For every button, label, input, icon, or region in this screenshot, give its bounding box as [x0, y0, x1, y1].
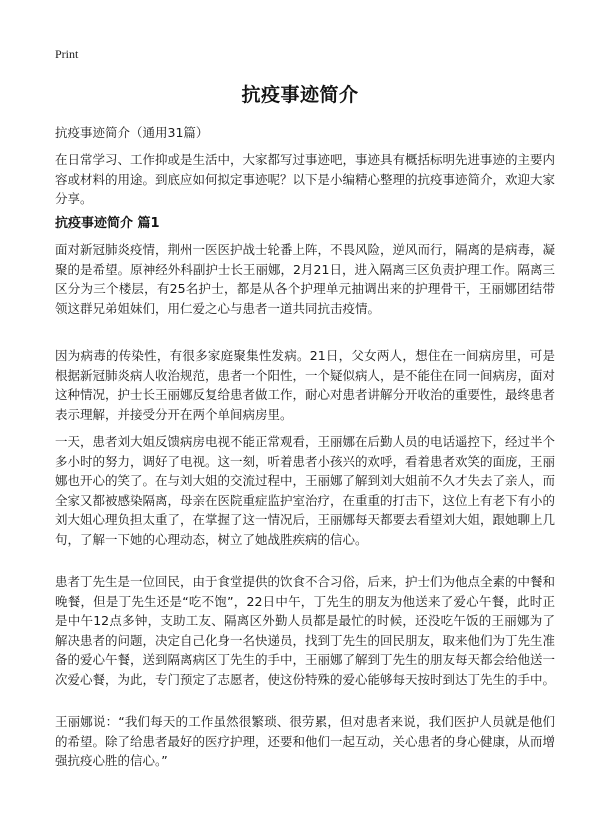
section-heading: 抗疫事迹简介 篇1: [55, 216, 160, 231]
intro-paragraph: 在日常学习、工作抑或是生活中，大家都写过事迹吧，事迹具有概括标明先进事迹的主要内容或材料的用途。到底应如何拟定事迹呢？以下是小编精心整理的抗疫事迹简介，欢迎大家分享。: [55, 152, 556, 206]
document-subtitle: 抗疫事迹简介（通用31篇）: [55, 125, 209, 140]
page-title: 抗疫事迹简介: [241, 84, 359, 106]
paragraph-5: 王丽娜说：“我们每天的工作虽然很繁琐、很劳累，但对患者来说，我们医护人员就是他们的希望。除了给患者最好的医疗护理，还要和他们一起互动，关心患者的身心健康，从而增强抗疫心胜的信心。”: [55, 714, 556, 768]
paragraph-3: 一天，患者刘大姐反馈病房电视不能正常观看，王丽娜在后勤人员的电话遥控下，经过半个多小时的努力，调好了电视。这一刻，听着患者小孩兴的欢呼，看着患者欢笑的面庞，王丽娜也开心的笑了。在与刘大姐的交流过程中，王丽娜了解到刘大姐前不久才失去了亲人，而全家又都被感染隔离，母亲在医院重症监护室治疗，在重重的打击下，这位上有老下有小的刘大姐心理负担太重了，在掌握了这一情况后，王丽娜每天都要去看望刘大姐，跟她聊上几句，了解一下她的心理动态，树立了她战胜疾病的信心。: [55, 434, 556, 547]
paragraph-2: 因为病毒的传染性，有很多家庭聚集性发病。21日，父女两人，想住在一间病房里，可是根据新冠肺炎病人收治规范，患者一个阳性，一个疑似病人，是不能住在同一间病房，面对这种情况，护士长王丽娜反复给患者做工作，耐心对患者讲解分开收治的重要性，最终患者表示理解，并接受分开在两个单间病房里。: [55, 348, 556, 422]
print-link[interactable]: Print: [55, 47, 79, 61]
paragraph-4: 患者丁先生是一位回民，由于食堂提供的饮食不合习俗，后来，护士们为他点全素的中餐和晚餐，但是丁先生还是“吃不饱”，22日中午，丁先生的朋友为他送来了爱心午餐，此时正是中午12点多钟，支助工友、隔离区外勤人员都是最忙的时候，还没吃午饭的王丽娜为了解决患者的问题，决定自己化身一名快递员，找到丁先生的回民朋友，取来他们为丁先生准备的爱心午餐，送到隔离病区丁先生的手中，王丽娜了解到丁先生的朋友每天都会给他送一次爱心餐，为此，专门预定了志愿者，使这份特殊的爱心能够每天按时到达丁先生的手中。: [55, 574, 556, 687]
paragraph-1: 面对新冠肺炎疫情，荆州一医医护战士轮番上阵，不畏风险，逆风而行，隔离的是病毒，凝聚的是希望。原神经外科副护士长王丽娜，2月21日，进入隔离三区负责护理工作。隔离三区分为三个楼层，有25名护士，都是从各个护理单元抽调出来的护理骨干，王丽娜团结带领这群兄弟姐妹们，用仁爱之心与患者一道共同抗击疫情。: [55, 242, 556, 316]
